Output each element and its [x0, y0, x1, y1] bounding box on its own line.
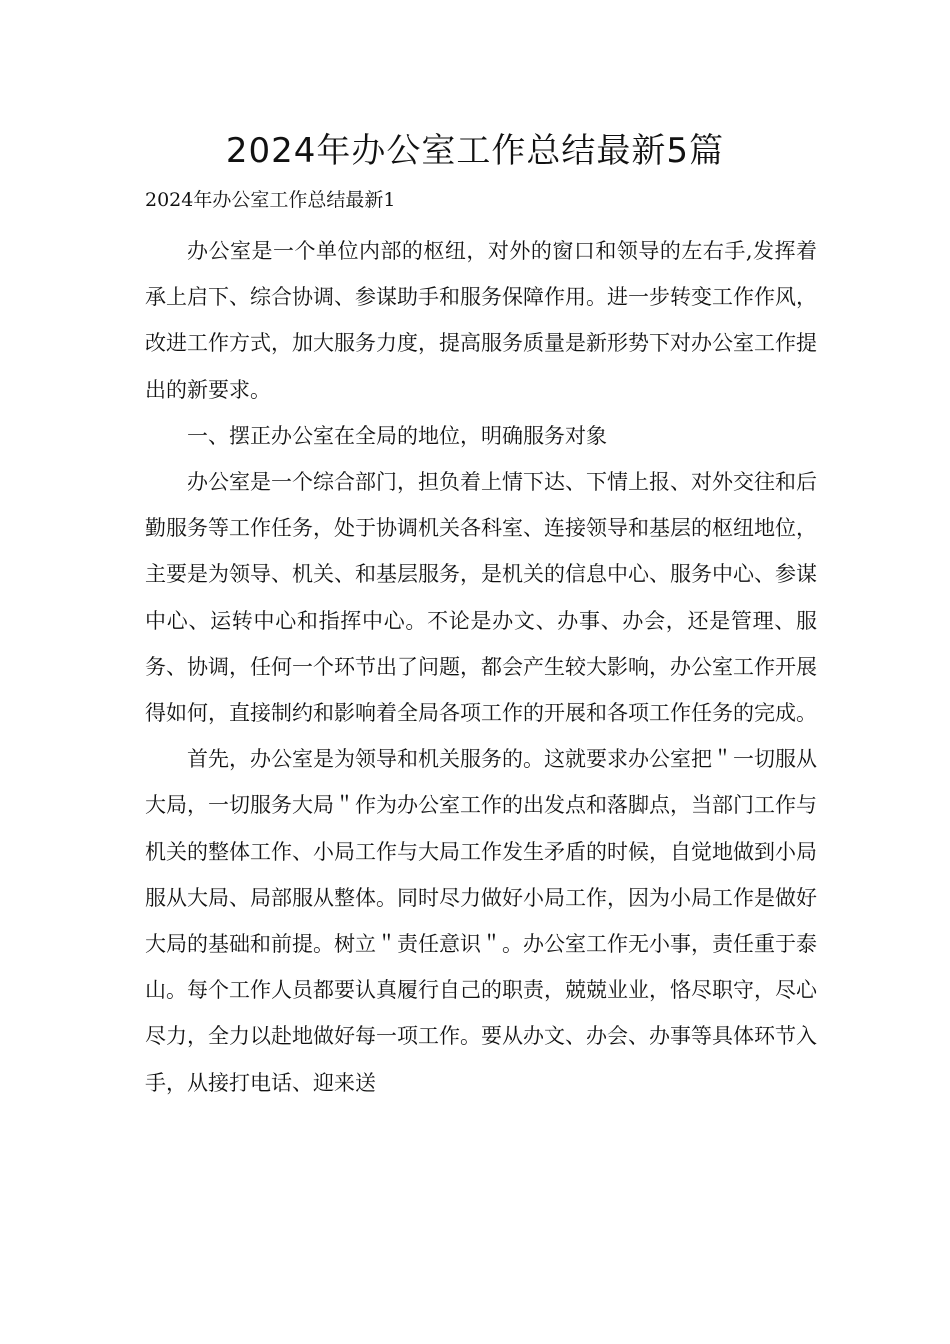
document-title: 2024年办公室工作总结最新5篇	[225, 131, 725, 171]
section-heading-1: 一、摆正办公室在全局的地位，明确服务对象	[187, 423, 607, 448]
document-body	[145, 228, 817, 1106]
paragraph-office-role: 办公室是一个综合部门，担负着上情下达、下情上报、对外交往和后勤服务等工作任务，处于协调机关各科室、连接领导和基层的枢纽地位，主要是为领导、机关、和基层服务，是机关的信息中心、服务中心、参谋中心、运转中心和指挥中心。不论是办文、办事、办会，还是管理、服务、协调，任何一个环节出了问题，都会产生较大影响，办公室工作开展得如何，直接制约和影响着全局各项工作的开展和各项工作任务的完成。	[145, 470, 817, 726]
paragraph-intro: 办公室是一个单位内部的枢纽，对外的窗口和领导的左右手,发挥着承上启下、综合协调、参谋助手和服务保障作用。进一步转变工作作风，改进工作方式，加大服务力度，提高服务质量是新形势下对办公室工作提出的新要求。	[145, 239, 817, 402]
paragraph-first: 首先，办公室是为领导和机关服务的。这就要求办公室把＂一切服从大局，一切服务大局＂作为办公室工作的出发点和落脚点，当部门工作与机关的整体工作、小局工作与大局工作发生矛盾的时候，自觉地做到小局服从大局、局部服从整体。同时尽力做好小局工作，因为小局工作是做好大局的基础和前提。树立＂责任意识＂。办公室工作无小事，责任重于泰山。每个工作人员都要认真履行自己的职责，兢兢业业，恪尽职守，尽心尽力，全力以赴地做好每一项工作。要从办文、办会、办事等具体环节入手，从接打电话、迎来送	[145, 747, 817, 1095]
section-subtitle: 2024年办公室工作总结最新1	[145, 189, 396, 211]
